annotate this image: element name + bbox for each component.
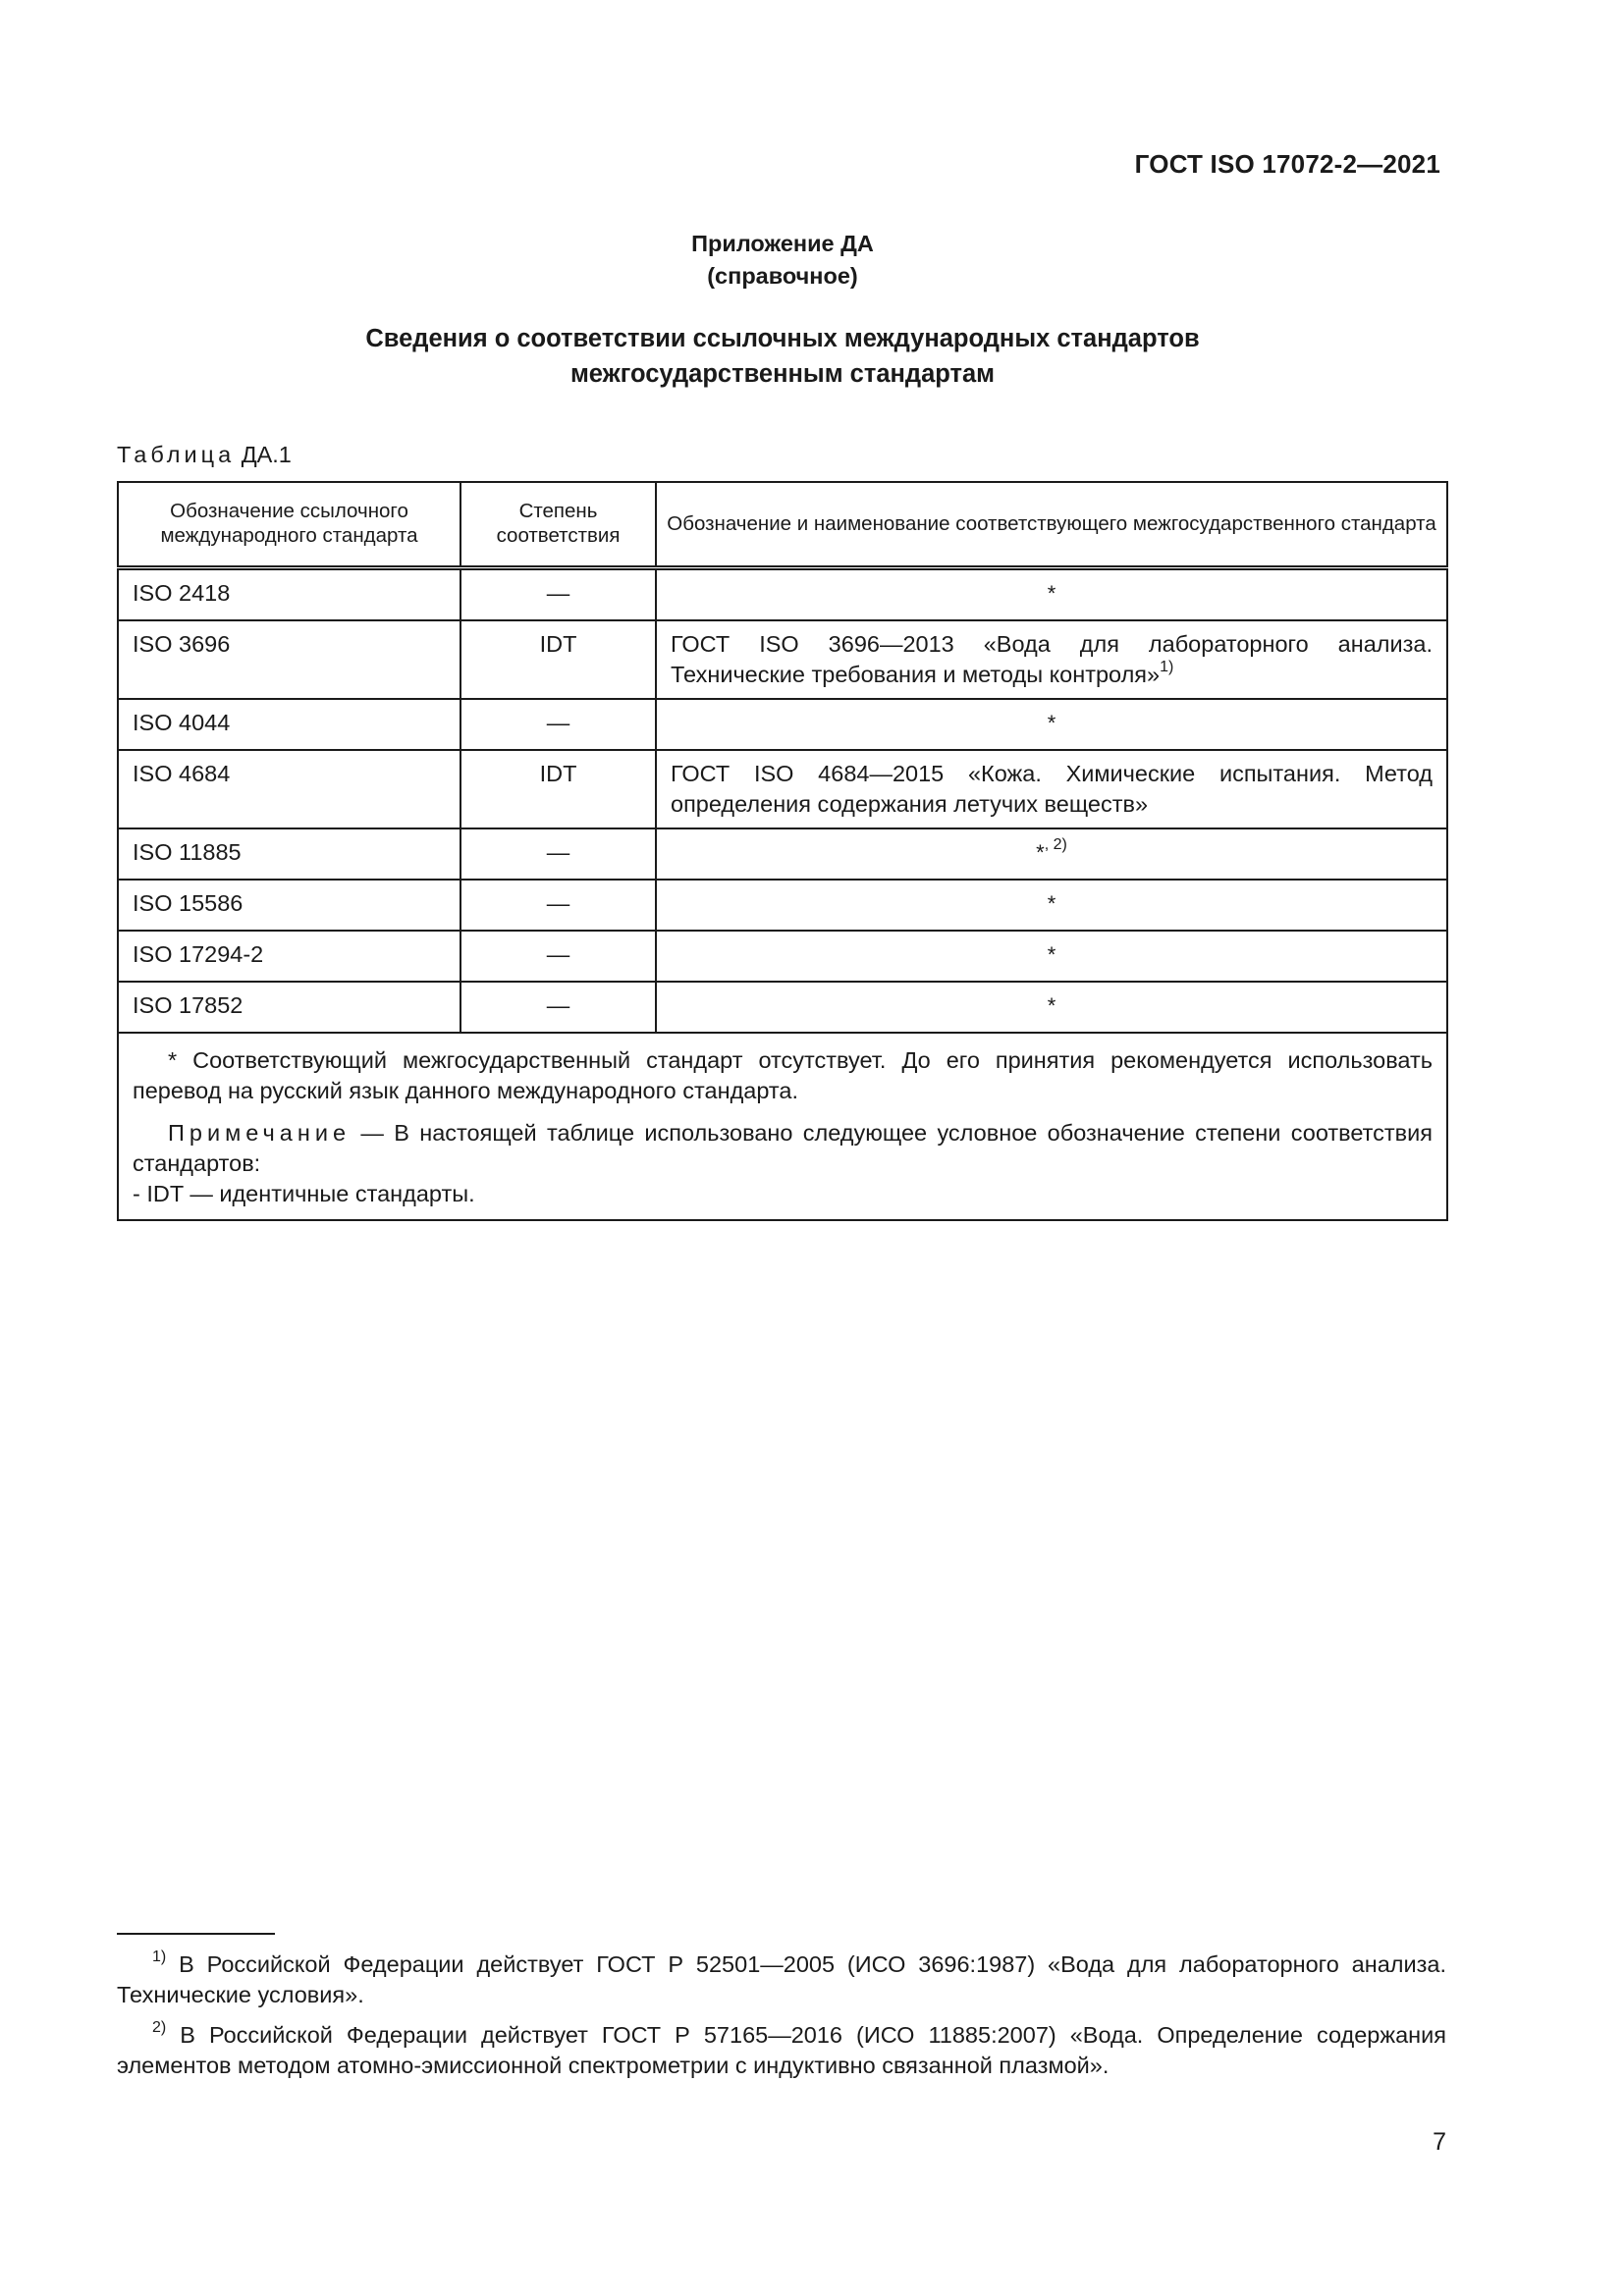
footnote-2-mark: 2) [152, 2019, 167, 2037]
appendix-heading [0, 228, 1565, 293]
table-notes-row [118, 1033, 1447, 1220]
cell-name-text: * [1047, 581, 1056, 606]
table-header-row [118, 482, 1447, 568]
table-row [118, 982, 1447, 1033]
cell-degree: — [460, 828, 656, 880]
correspondence-table [117, 481, 1448, 1221]
appendix-subtitle: (справочное) [707, 263, 858, 289]
footnote-1-text: В Российской Федерации действует ГОСТ Р 52501—2005 (ИСО 3696:1987) «Вода для лабораторного анализа. Технические условия». [117, 1951, 1446, 2007]
footnote-2 [117, 2020, 1446, 2081]
cell-name [656, 620, 1447, 699]
footnote-2-text: В Российской Федерации действует ГОСТ Р 57165—2016 (ИСО 11885:2007) «Вода. Определение содержания элементов методом атомно-эмиссионной спектрометрии с индуктивно связанной плазмой». [117, 2022, 1446, 2078]
cell-name-text: * [1047, 993, 1056, 1018]
page-footnotes [117, 1949, 1446, 2091]
note-item: - IDT — идентичные стандарты. [133, 1181, 475, 1206]
table-row [118, 750, 1447, 828]
cell-name [656, 982, 1447, 1033]
cell-degree: — [460, 880, 656, 931]
cell-code: ISO 11885 [118, 828, 460, 880]
table-row [118, 931, 1447, 982]
cell-code: ISO 2418 [118, 568, 460, 621]
section-title-line-2: межгосударственным стандартам [569, 360, 996, 388]
header-degree: Степень соответствия [460, 482, 656, 568]
cell-name [656, 699, 1447, 750]
footnote-1 [117, 1949, 1446, 2010]
table-notes [118, 1033, 1447, 1220]
cell-code: ISO 4044 [118, 699, 460, 750]
cell-code: ISO 3696 [118, 620, 460, 699]
footnote-ref-1: 1) [1160, 659, 1174, 676]
cell-degree: — [460, 931, 656, 982]
cell-degree: — [460, 699, 656, 750]
cell-name [656, 568, 1447, 621]
table-footnote-star: * Соответствующий межгосударственный стандарт отсутствует. До его принятия рекомендуется использовать перевод на русский язык данного международного стандарта. [133, 1047, 1433, 1103]
cell-degree: IDT [460, 750, 656, 828]
cell-name-text: * [1047, 942, 1056, 967]
section-title [0, 321, 1565, 392]
table-label-word: Таблица [117, 442, 236, 467]
cell-name [656, 931, 1447, 982]
footnote-separator [117, 1933, 275, 1935]
cell-name-text: ГОСТ ISO 4684—2015 «Кожа. Химические испытания. Метод определения содержания летучих веществ» [671, 761, 1433, 817]
cell-degree: IDT [460, 620, 656, 699]
table-label-number: ДА.1 [241, 442, 292, 467]
note-text: — В настоящей таблице использовано следующее условное обозначение степени соответствия стандартов: [133, 1120, 1433, 1176]
table-row [118, 620, 1447, 699]
cell-name [656, 750, 1447, 828]
cell-degree: — [460, 982, 656, 1033]
cell-name-text: * [1036, 840, 1045, 865]
appendix-title: Приложение ДА [691, 231, 874, 256]
cell-code: ISO 17852 [118, 982, 460, 1033]
cell-degree: — [460, 568, 656, 621]
cell-name [656, 880, 1447, 931]
table-row [118, 880, 1447, 931]
page-number: 7 [1433, 2128, 1446, 2156]
footnote-1-mark: 1) [152, 1949, 167, 1966]
table-row [118, 568, 1447, 621]
cell-name-text: ГОСТ ISO 3696—2013 «Вода для лабораторного анализа. Технические требования и методы контроля» [671, 631, 1433, 687]
cell-name-text: * [1047, 891, 1056, 916]
section-title-line-1: Сведения о соответствии ссылочных международных стандартов [365, 325, 1200, 352]
table-label [117, 442, 292, 468]
table-row [118, 699, 1447, 750]
cell-code: ISO 17294-2 [118, 931, 460, 982]
cell-name [656, 828, 1447, 880]
table-note [133, 1118, 1433, 1179]
note-label: Примечание [168, 1120, 352, 1146]
cell-name-text: * [1047, 711, 1056, 735]
cell-code: ISO 4684 [118, 750, 460, 828]
document-code: ГОСТ ISO 17072-2—2021 [1134, 149, 1440, 179]
table-row [118, 828, 1447, 880]
header-interstate-standard: Обозначение и наименование соответствующего межгосударственного стандарта [656, 482, 1447, 568]
header-intl-standard: Обозначение ссылочного международного стандарта [118, 482, 460, 568]
footnote-ref-2: , 2) [1044, 836, 1067, 854]
cell-code: ISO 15586 [118, 880, 460, 931]
